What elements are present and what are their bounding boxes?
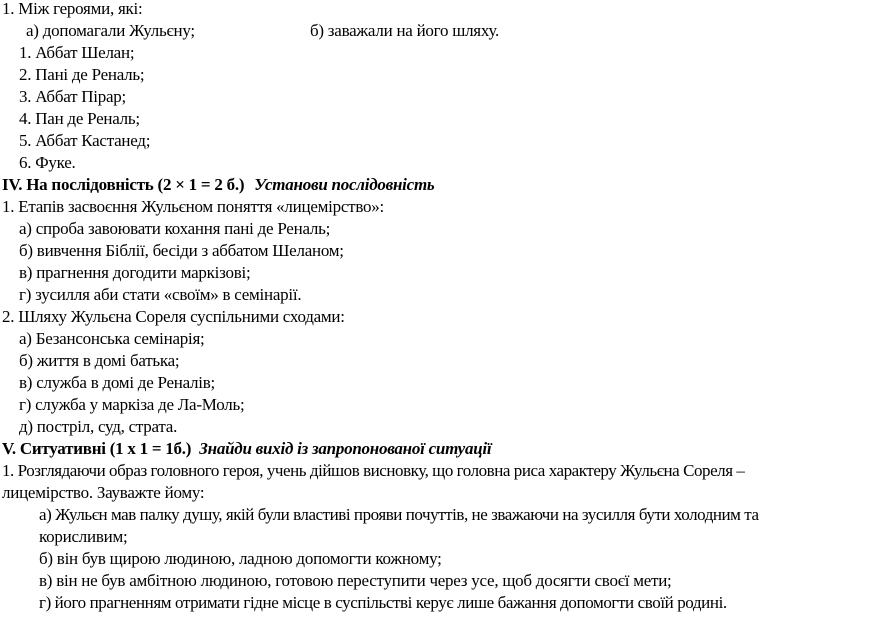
heroes-columns-row	[26, 20, 886, 42]
column-a-label: а) допомагали Жульєну;	[26, 21, 195, 40]
hero-item: 5. Аббат Кастанед;	[19, 131, 151, 150]
hero-item: 3. Аббат Пірар;	[19, 87, 127, 106]
section-v-header	[2, 438, 491, 460]
situation-option-c: в) він не був амбітною людиною, готовою переступити через усе, щоб досягти своєї мети;	[39, 571, 672, 590]
hero-item: 4. Пан де Реналь;	[19, 109, 140, 128]
situation-option-a: а) Жульєн мав палку душу, якій були властиві прояви почуттів, не зважаючи на зусилля бути холодним та	[39, 505, 759, 524]
stage-option: б) вивчення Біблії, бесіди з аббатом Шеланом;	[19, 241, 344, 260]
question-heroes: 1. Між героями, які:	[2, 0, 143, 18]
ladder-option: б) життя в домі батька;	[19, 351, 180, 370]
section-iv-instruction: Установи послідовність	[254, 175, 435, 194]
ladder-option: в) служба в домі де Реналів;	[19, 373, 216, 392]
situation-question-line: лицемірство. Зауважте йому:	[2, 483, 205, 502]
stage-option: а) спроба завоювати кохання пані де Реналь;	[19, 219, 331, 238]
column-b-label: б) заважали на його шляху.	[310, 21, 500, 40]
ladder-option: а) Безансонськa семінарія;	[19, 329, 205, 348]
situation-question-line: 1. Розглядаючи образ головного героя, учень дійшов висновку, що головна риса характеру Жульєна Сореля –	[2, 461, 745, 480]
situation-option-b: б) він був щирою людиною, ладною допомогти кожному;	[39, 549, 442, 568]
hero-item: 6. Фуке.	[19, 153, 76, 172]
ladder-option: г) служба у маркіза де Ла-Моль;	[19, 395, 245, 414]
ladder-option: д) постріл, суд, страта.	[19, 417, 178, 436]
hero-item: 1. Аббат Шелан;	[19, 43, 135, 62]
question-stages: 1. Етапів засвоєння Жульєном поняття «лицемірство»:	[2, 197, 384, 216]
situation-option-a-cont: корисливим;	[39, 527, 128, 546]
stage-option: г) зусилля аби стати «своїм» в семінарії.	[19, 285, 302, 304]
hero-item: 2. Пані де Реналь;	[19, 65, 145, 84]
section-iv-heading: IV. На послідовність (2 × 1 = 2 б.)	[2, 175, 245, 194]
section-v-instruction: Знайди вихід із запропонованої ситуації	[199, 439, 492, 458]
section-iv-header	[2, 174, 434, 196]
section-v-heading: V. Ситуативні (1 х 1 = 1б.)	[2, 439, 192, 458]
question-social-ladder: 2. Шляху Жульєна Сореля суспільними сходами:	[2, 307, 345, 326]
stage-option: в) прагнення догодити маркізові;	[19, 263, 251, 282]
situation-option-d: г) його прагненням отримати гідне місце в суспільстві керує лише бажання допомогти своїй родині.	[39, 593, 727, 612]
